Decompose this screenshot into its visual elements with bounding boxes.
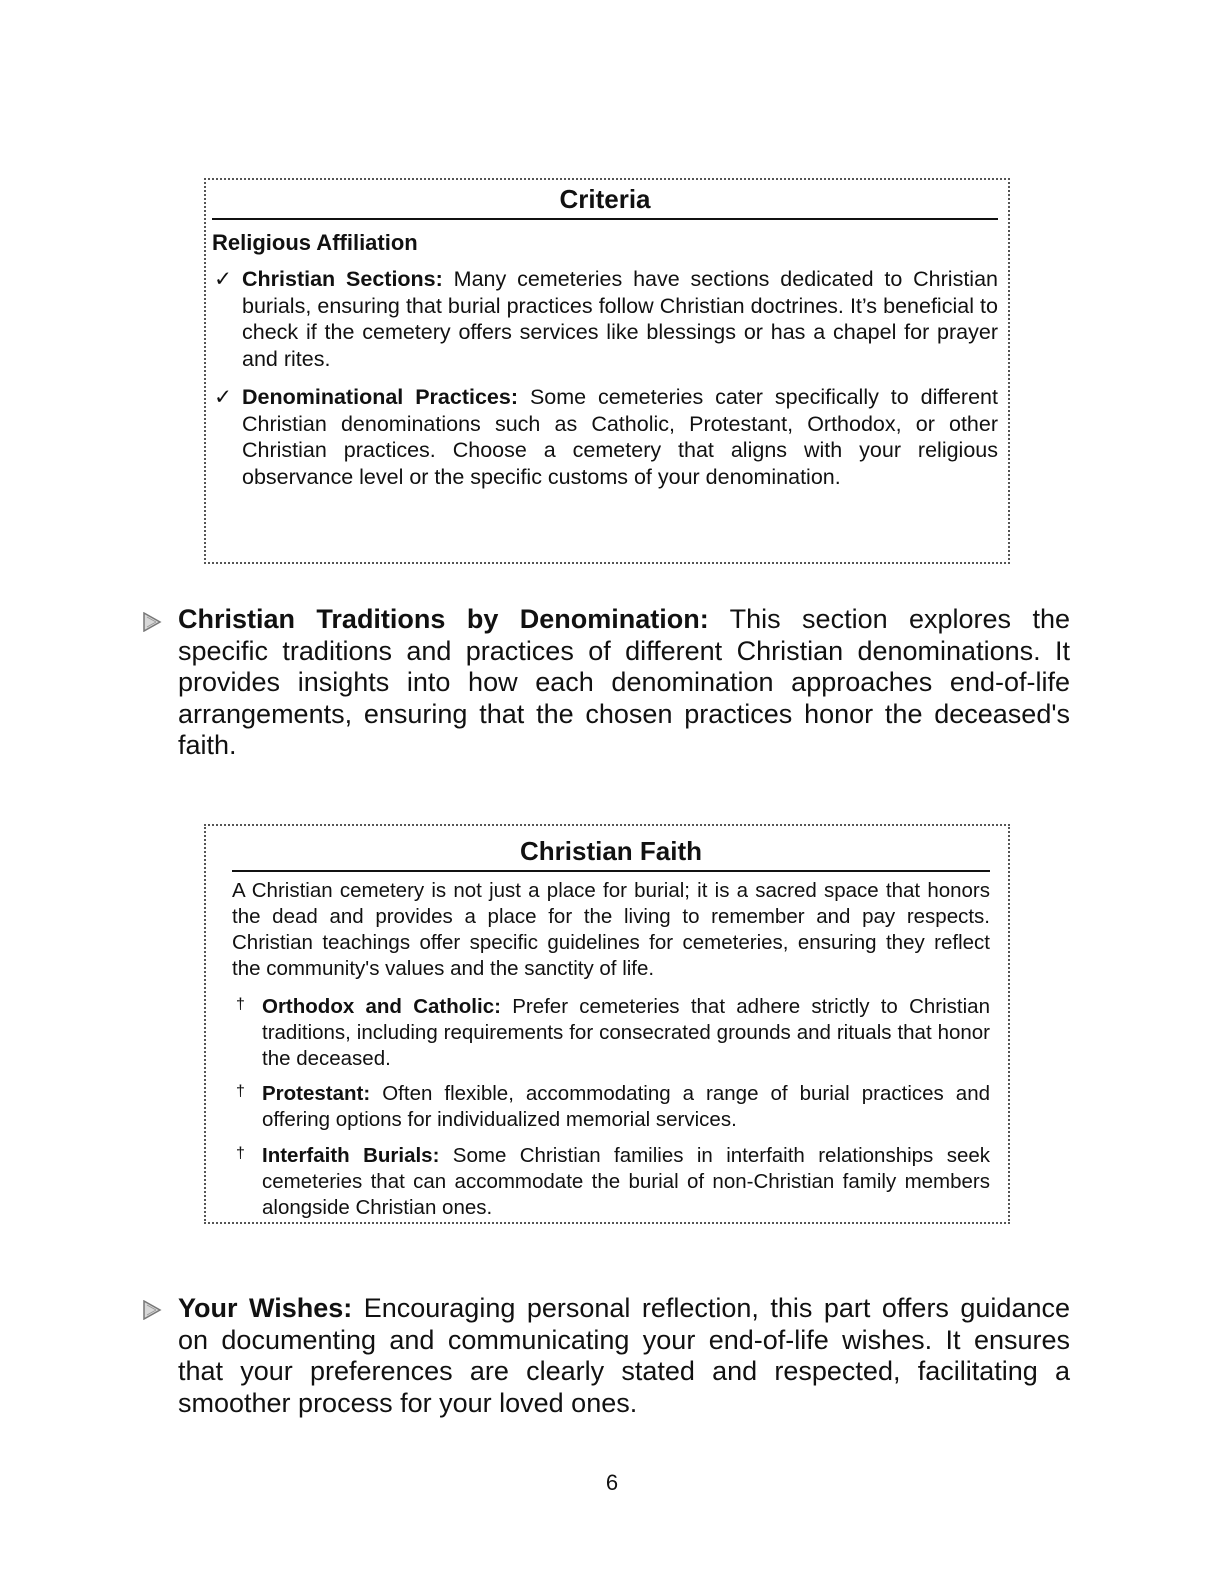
your-wishes-text: Encouraging personal reflection, this part offers guidance on documenting and communicating your end-of-life wishes. It ensures that your preferences are clearly stated and respected, facilitating a smoother process for your loved ones.: [178, 1293, 1070, 1418]
criteria-item-text: Many cemeteries have sections dedicated to Christian burials, ensuring that burial practices follow Christian doctrines. It’s beneficial to check if the cemetery offers services like blessings or has a chapel for prayer and rites.: [242, 267, 998, 371]
faith-item-interfaith: [232, 1143, 990, 1221]
cross-icon: †: [236, 996, 245, 1013]
faith-item-protestant: [232, 1081, 990, 1133]
criteria-item-text: Some cemeteries cater specifically to different Christian denominations such as Catholic, Protestant, Orthodox, or other Christian practices. Choose a cemetery that aligns with your religious observance level or the specific customs of your denomination.: [242, 385, 998, 489]
faith-item-label: Interfaith Burials:: [262, 1144, 440, 1167]
your-wishes-paragraph: [178, 1293, 1070, 1419]
traditions-text: This section explores the specific traditions and practices of different Christian denominations. It provides insights into how each denomination approaches end-of-life arrangements, ensuring that the chosen practices honor the deceased's faith.: [178, 604, 1070, 761]
christian-faith-title: Christian Faith: [232, 836, 990, 872]
religious-affiliation-heading: Religious Affiliation: [212, 230, 418, 255]
arrow-bullet-icon: [142, 1300, 162, 1320]
christian-faith-intro: A Christian cemetery is not just a place for burial; it is a sacred space that honors the dead and provides a place for the living to remember and pay respects. Christian teachings offer specific guidelines for cemeteries, ensuring they reflect the community's values and the sanctity of life.: [232, 879, 990, 980]
faith-item-label: Protestant:: [262, 1082, 371, 1105]
faith-item-text: Some Christian families in interfaith relationships seek cemeteries that can accommodate the burial of non-Christian family members alongside Christian ones.: [262, 1144, 990, 1219]
christian-faith-box: [204, 824, 1010, 1224]
checkmark-icon: ✓: [214, 267, 233, 291]
criteria-title: Criteria: [212, 184, 998, 220]
traditions-label: Christian Traditions by Denomination:: [178, 604, 709, 634]
criteria-item-denominational-practices: [212, 384, 998, 490]
criteria-item-label: Denominational Practices:: [242, 385, 518, 409]
cross-icon: †: [236, 1083, 245, 1100]
arrow-bullet-icon: [142, 612, 162, 632]
faith-item-text: Often flexible, accommodating a range of burial practices and offering options for individualized memorial services.: [262, 1082, 990, 1131]
your-wishes-label: Your Wishes:: [178, 1293, 353, 1323]
criteria-item-christian-sections: [212, 266, 998, 372]
criteria-box: [204, 178, 1010, 564]
page-number: 6: [605, 1470, 619, 1495]
faith-item-label: Orthodox and Catholic:: [262, 995, 501, 1018]
criteria-item-label: Christian Sections:: [242, 267, 443, 291]
traditions-paragraph: [178, 604, 1070, 762]
checkmark-icon: ✓: [214, 385, 233, 409]
faith-item-orthodox-catholic: [232, 994, 990, 1072]
faith-item-text: Prefer cemeteries that adhere strictly to Christian traditions, including requirements for consecrated grounds and rituals that honor the deceased.: [262, 995, 990, 1070]
cross-icon: †: [236, 1145, 245, 1162]
